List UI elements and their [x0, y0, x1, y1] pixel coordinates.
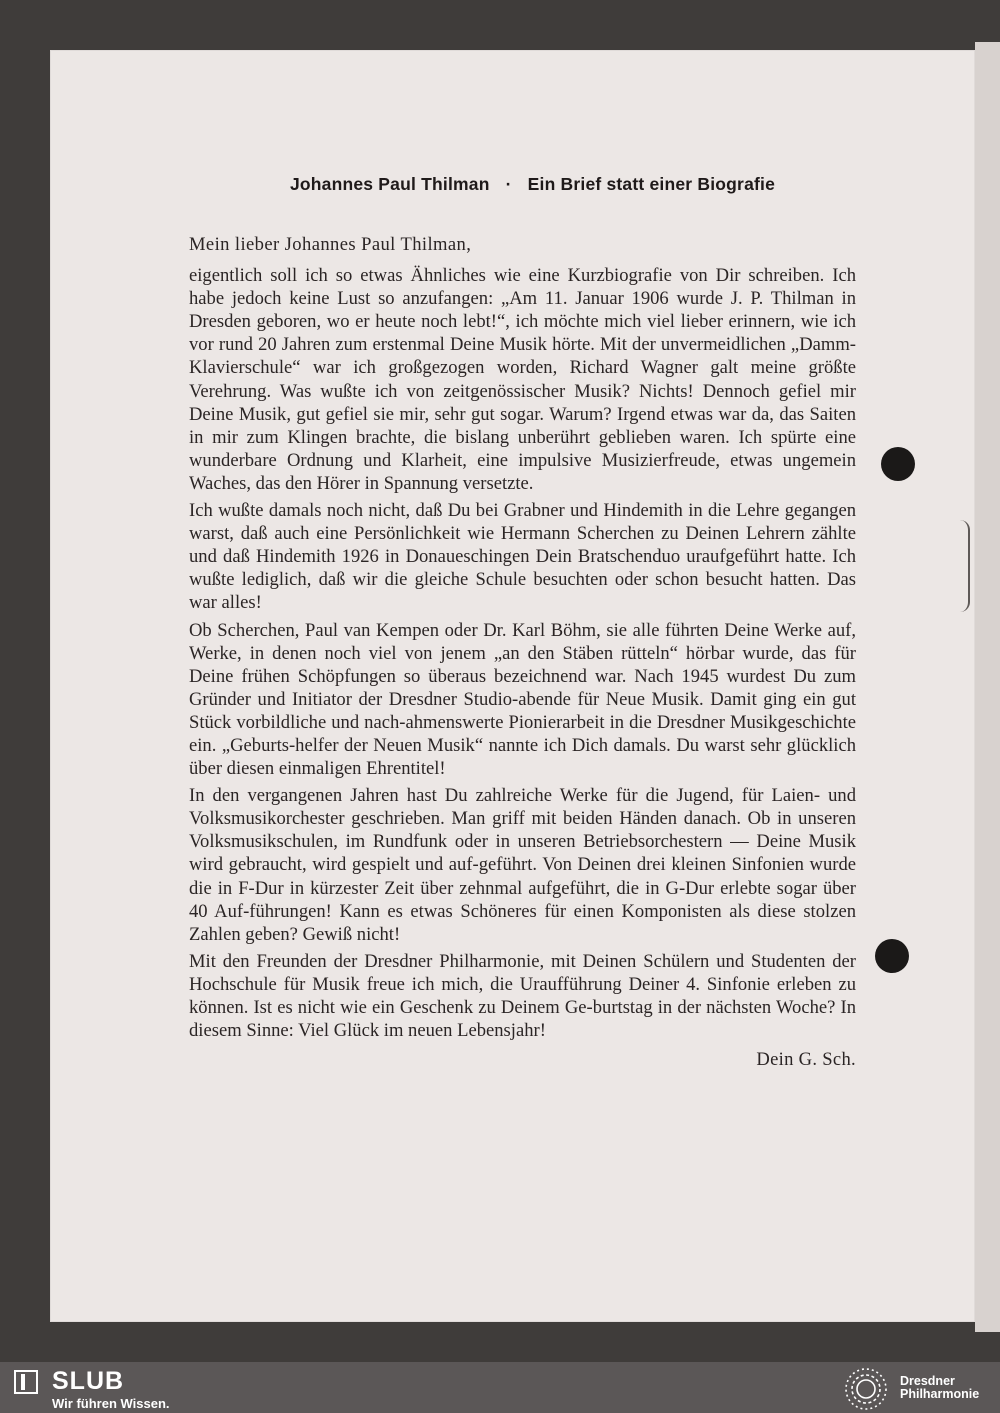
letter-body	[189, 233, 856, 1075]
slub-tagline: Wir führen Wissen.	[52, 1396, 170, 1411]
paper-crease	[958, 520, 970, 612]
letter-paragraph-3: Ob Scherchen, Paul van Kempen oder Dr. Karl Böhm, sie alle führten Deine Werke auf, Werke, in denen noch viel von jenem „an den Stäben rütteln“ hörbar wurde, das für Deine frühen Schöpfungen so überaus bezeichnend war. Nach 1945 wurdest Du zum Gründer und Initiator der Dresdner Studio-abende für Neue Musik. Damit ging ein gut Stück vorbildliche und nach-ahmenswerte Pionierarbeit in die Dresdner Musikgeschichte ein. „Geburts-helfer der Neuen Musik“ nannte ich Dich damals. Du warst sehr glücklich über diesen einmaligen Ehrentitel!	[189, 619, 856, 780]
letter-closing: Dein G. Sch.	[756, 1049, 856, 1071]
punch-hole-bottom	[875, 939, 909, 973]
heading-subtitle: Ein Brief statt einer Biografie	[527, 174, 776, 194]
letter-salutation: Mein lieber Johannes Paul Thilman,	[189, 234, 472, 255]
slub-title[interactable]: SLUB	[52, 1367, 125, 1395]
punch-hole-top	[881, 447, 915, 481]
letter-paragraph-2: Ich wußte damals noch nicht, daß Du bei Grabner und Hindemith in die Lehre gegangen warst, daß auch eine Persönlichkeit wie Hermann Scherchen zu Deinen Lehrern zählte und daß Hindemith 1926 in Donaueschingen Dein Bratschenduo uraufgeführt hatte. Ich wußte lediglich, daß wir die gleiche Schule besuchten oder schon besucht hatten. Das war alles!	[189, 500, 856, 614]
dresdner-philharmonie-label[interactable]	[900, 1375, 979, 1401]
heading-author: Johannes Paul Thilman	[289, 174, 490, 194]
footer-bar	[0, 1362, 1000, 1413]
letter-paragraph-1: eigentlich soll ich so etwas Ähnliches wie eine Kurzbiografie von Dir schreiben. Ich habe jedoch keine Lust so anzufangen: „Am 11. Januar 1906 wurde J. P. Thilman in Dresden geboren, wo er heute noch lebt!“, ich möchte mich viel lieber erinnern, wie ich vor rund 20 Jahren zum erstenmal Deine Musik hörte. Mit der unvermeidlichen „Damm-Klavierschule“ war ich großgezogen worden, Richard Wagner galt meine größte Verehrung. Was wußte ich von zeitgenössischer Musik? Nichts! Dennoch gefiel mir Deine Musik, gut gefiel sie mir, sehr gut sogar. Warum? Irgend etwas war da, das Saiten in mir zum Klingen brachte, die bislang unberührt geblieben waren. Ich spürte eine wunderbare Ordnung und Klarheit, eine impulsive Musizierfreude, etwas ungemein Waches, das den Hörer in Spannung versetzte.	[189, 265, 856, 494]
letter-paragraph-4: In den vergangenen Jahren hast Du zahlreiche Werke für die Jugend, für Laien- und Volksmusikorchester geschrieben. Man griff mit beiden Händen danach. Ob in unseren Volksmusikschulen, im Rundfunk oder in unseren Betriebsorchestern — Deine Musik wird gebraucht, wird gespielt und auf-geführt. Von Deinen drei kleinen Sinfonien wurde die in F-Dur in kürzester Zeit über zehnmal aufgeführt, die in G-Dur erlebte sogar über 40 Auf-führungen! Kann es etwas Schöneres für einen Komponisten als diese stolzen Zahlen geben? Gewiß nicht!	[189, 785, 856, 945]
page-heading	[50, 174, 975, 195]
partner-line-1: Dresdner	[900, 1374, 955, 1388]
page-edge	[975, 42, 1000, 1332]
letter-paragraph-5: Mit den Freunden der Dresdner Philharmonie, mit Deinen Schülern und Studenten der Hochschule für Musik freue ich mich, die Uraufführung Deiner 4. Sinfonie erleben zu können. Ist es nicht wie ein Geschenk zu Deinem Ge-burtstag in der nächsten Woche? In diesem Sinne: Viel Glück im neuen Lebensjahr!	[189, 950, 856, 1042]
document-page	[50, 50, 975, 1322]
slub-icon	[14, 1370, 38, 1394]
dresdner-philharmonie-logo-icon	[842, 1365, 890, 1413]
heading-separator: ·	[505, 174, 512, 194]
partner-line-2: Philharmonie	[900, 1387, 980, 1401]
